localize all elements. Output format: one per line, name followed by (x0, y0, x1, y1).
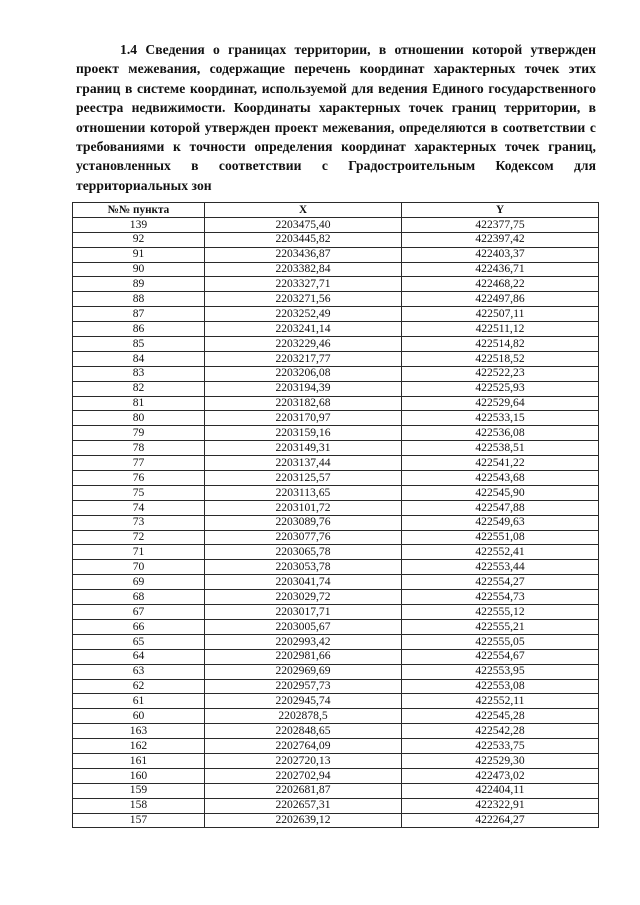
cell-point-number: 80 (73, 411, 205, 426)
cell-y: 422555,05 (402, 634, 599, 649)
cell-point-number: 90 (73, 262, 205, 277)
table-body (73, 217, 599, 828)
cell-point-number: 76 (73, 471, 205, 486)
cell-x: 2202969,69 (205, 664, 402, 679)
cell-y: 422553,44 (402, 560, 599, 575)
cell-point-number: 69 (73, 575, 205, 590)
table-row (73, 709, 599, 724)
cell-y: 422397,42 (402, 232, 599, 247)
table-row (73, 366, 599, 381)
cell-y: 422554,27 (402, 575, 599, 590)
section-heading: 1.4 Сведения о границах территории, в отношении которой утвержден проект межевания, содержащие перечень координат характерных точек этих границ в системе координат, используемой для ведения Единого государственного реестра недвижимости. Координаты характерных точек границ территории, в отношении которой утвержден проект межевания, определяются в соответствии с требованиями к точности определения координат характерных точек границ, установленных в соответствии с Градостроительным Кодексом для территориальных зон (76, 42, 596, 193)
cell-x: 2203229,46 (205, 337, 402, 352)
table-row (73, 485, 599, 500)
table-row (73, 337, 599, 352)
table-row (73, 560, 599, 575)
cell-x: 2202702,94 (205, 768, 402, 783)
table-row (73, 396, 599, 411)
cell-y: 422507,11 (402, 307, 599, 322)
cell-x: 2203077,76 (205, 530, 402, 545)
table-row (73, 322, 599, 337)
cell-x: 2203149,31 (205, 441, 402, 456)
cell-y: 422536,08 (402, 426, 599, 441)
cell-y: 422514,82 (402, 337, 599, 352)
cell-x: 2203137,44 (205, 456, 402, 471)
cell-x: 2202957,73 (205, 679, 402, 694)
cell-x: 2203475,40 (205, 217, 402, 232)
cell-y: 422554,67 (402, 649, 599, 664)
cell-point-number: 64 (73, 649, 205, 664)
cell-point-number: 91 (73, 247, 205, 262)
cell-y: 422547,88 (402, 500, 599, 515)
cell-point-number: 160 (73, 768, 205, 783)
header-point-number: №№ пункта (73, 203, 205, 218)
cell-y: 422555,12 (402, 605, 599, 620)
cell-y: 422553,95 (402, 664, 599, 679)
cell-x: 2202993,42 (205, 634, 402, 649)
cell-y: 422553,08 (402, 679, 599, 694)
cell-x: 2202764,09 (205, 739, 402, 754)
coordinates-table (72, 202, 599, 828)
cell-y: 422404,11 (402, 783, 599, 798)
cell-point-number: 67 (73, 605, 205, 620)
cell-x: 2202639,12 (205, 813, 402, 828)
table-row (73, 247, 599, 262)
cell-point-number: 86 (73, 322, 205, 337)
cell-y: 422545,28 (402, 709, 599, 724)
cell-point-number: 74 (73, 500, 205, 515)
cell-x: 2202720,13 (205, 753, 402, 768)
cell-y: 422436,71 (402, 262, 599, 277)
table-row (73, 813, 599, 828)
table-row (73, 605, 599, 620)
cell-x: 2203125,57 (205, 471, 402, 486)
header-y: Y (402, 203, 599, 218)
cell-point-number: 158 (73, 798, 205, 813)
cell-y: 422377,75 (402, 217, 599, 232)
cell-point-number: 163 (73, 724, 205, 739)
table-row (73, 262, 599, 277)
cell-point-number: 78 (73, 441, 205, 456)
cell-point-number: 81 (73, 396, 205, 411)
table-row (73, 694, 599, 709)
cell-x: 2203327,71 (205, 277, 402, 292)
cell-x: 2202848,65 (205, 724, 402, 739)
cell-y: 422522,23 (402, 366, 599, 381)
cell-y: 422545,90 (402, 485, 599, 500)
cell-x: 2203159,16 (205, 426, 402, 441)
cell-x: 2203113,65 (205, 485, 402, 500)
cell-y: 422529,64 (402, 396, 599, 411)
cell-x: 2203436,87 (205, 247, 402, 262)
cell-y: 422511,12 (402, 322, 599, 337)
cell-y: 422529,30 (402, 753, 599, 768)
table-row (73, 739, 599, 754)
table-row (73, 471, 599, 486)
cell-point-number: 139 (73, 217, 205, 232)
cell-x: 2203017,71 (205, 605, 402, 620)
table-row (73, 307, 599, 322)
table-row (73, 575, 599, 590)
table-row (73, 217, 599, 232)
table-row (73, 411, 599, 426)
cell-point-number: 79 (73, 426, 205, 441)
cell-point-number: 92 (73, 232, 205, 247)
cell-y: 422533,15 (402, 411, 599, 426)
table-row (73, 500, 599, 515)
cell-y: 422322,91 (402, 798, 599, 813)
table-row (73, 753, 599, 768)
cell-point-number: 75 (73, 485, 205, 500)
cell-x: 2203170,97 (205, 411, 402, 426)
table-row (73, 441, 599, 456)
cell-point-number: 73 (73, 515, 205, 530)
table-row (73, 232, 599, 247)
cell-point-number: 68 (73, 590, 205, 605)
cell-point-number: 82 (73, 381, 205, 396)
cell-point-number: 83 (73, 366, 205, 381)
cell-x: 2202878,5 (205, 709, 402, 724)
cell-y: 422555,21 (402, 619, 599, 634)
table-row (73, 456, 599, 471)
cell-x: 2203252,49 (205, 307, 402, 322)
table-row (73, 768, 599, 783)
cell-point-number: 162 (73, 739, 205, 754)
cell-y: 422518,52 (402, 351, 599, 366)
cell-x: 2203382,84 (205, 262, 402, 277)
cell-point-number: 60 (73, 709, 205, 724)
header-x: X (205, 203, 402, 218)
cell-point-number: 63 (73, 664, 205, 679)
cell-y: 422538,51 (402, 441, 599, 456)
cell-y: 422541,22 (402, 456, 599, 471)
cell-x: 2202945,74 (205, 694, 402, 709)
cell-point-number: 87 (73, 307, 205, 322)
table-row (73, 426, 599, 441)
cell-x: 2203101,72 (205, 500, 402, 515)
table-row (73, 277, 599, 292)
table-row (73, 515, 599, 530)
table-row (73, 649, 599, 664)
cell-point-number: 85 (73, 337, 205, 352)
cell-y: 422468,22 (402, 277, 599, 292)
cell-y: 422533,75 (402, 739, 599, 754)
cell-point-number: 157 (73, 813, 205, 828)
table-row (73, 724, 599, 739)
table-row (73, 619, 599, 634)
cell-y: 422551,08 (402, 530, 599, 545)
cell-point-number: 84 (73, 351, 205, 366)
cell-point-number: 66 (73, 619, 205, 634)
cell-y: 422549,63 (402, 515, 599, 530)
cell-x: 2203089,76 (205, 515, 402, 530)
cell-point-number: 161 (73, 753, 205, 768)
cell-x: 2203206,08 (205, 366, 402, 381)
cell-x: 2203217,77 (205, 351, 402, 366)
cell-x: 2203194,39 (205, 381, 402, 396)
table-row (73, 590, 599, 605)
cell-y: 422554,73 (402, 590, 599, 605)
table-row (73, 545, 599, 560)
table-row (73, 292, 599, 307)
cell-point-number: 65 (73, 634, 205, 649)
cell-y: 422525,93 (402, 381, 599, 396)
cell-y: 422552,41 (402, 545, 599, 560)
table-row (73, 798, 599, 813)
table-header-row (73, 203, 599, 218)
cell-y: 422403,37 (402, 247, 599, 262)
cell-x: 2202657,31 (205, 798, 402, 813)
cell-x: 2203005,67 (205, 619, 402, 634)
cell-point-number: 89 (73, 277, 205, 292)
cell-y: 422473,02 (402, 768, 599, 783)
cell-x: 2203182,68 (205, 396, 402, 411)
cell-point-number: 77 (73, 456, 205, 471)
cell-x: 2203053,78 (205, 560, 402, 575)
cell-x: 2203041,74 (205, 575, 402, 590)
cell-point-number: 159 (73, 783, 205, 798)
cell-y: 422497,86 (402, 292, 599, 307)
table-row (73, 783, 599, 798)
table-row (73, 634, 599, 649)
cell-x: 2202981,66 (205, 649, 402, 664)
cell-point-number: 71 (73, 545, 205, 560)
cell-x: 2203445,82 (205, 232, 402, 247)
cell-y: 422542,28 (402, 724, 599, 739)
table-row (73, 664, 599, 679)
cell-x: 2203271,56 (205, 292, 402, 307)
table-row (73, 530, 599, 545)
table-row (73, 381, 599, 396)
cell-x: 2203065,78 (205, 545, 402, 560)
cell-y: 422543,68 (402, 471, 599, 486)
cell-point-number: 72 (73, 530, 205, 545)
cell-point-number: 88 (73, 292, 205, 307)
table-row (73, 679, 599, 694)
cell-y: 422552,11 (402, 694, 599, 709)
cell-x: 2202681,87 (205, 783, 402, 798)
cell-point-number: 70 (73, 560, 205, 575)
cell-x: 2203029,72 (205, 590, 402, 605)
table-row (73, 351, 599, 366)
cell-x: 2203241,14 (205, 322, 402, 337)
cell-y: 422264,27 (402, 813, 599, 828)
cell-point-number: 61 (73, 694, 205, 709)
cell-point-number: 62 (73, 679, 205, 694)
